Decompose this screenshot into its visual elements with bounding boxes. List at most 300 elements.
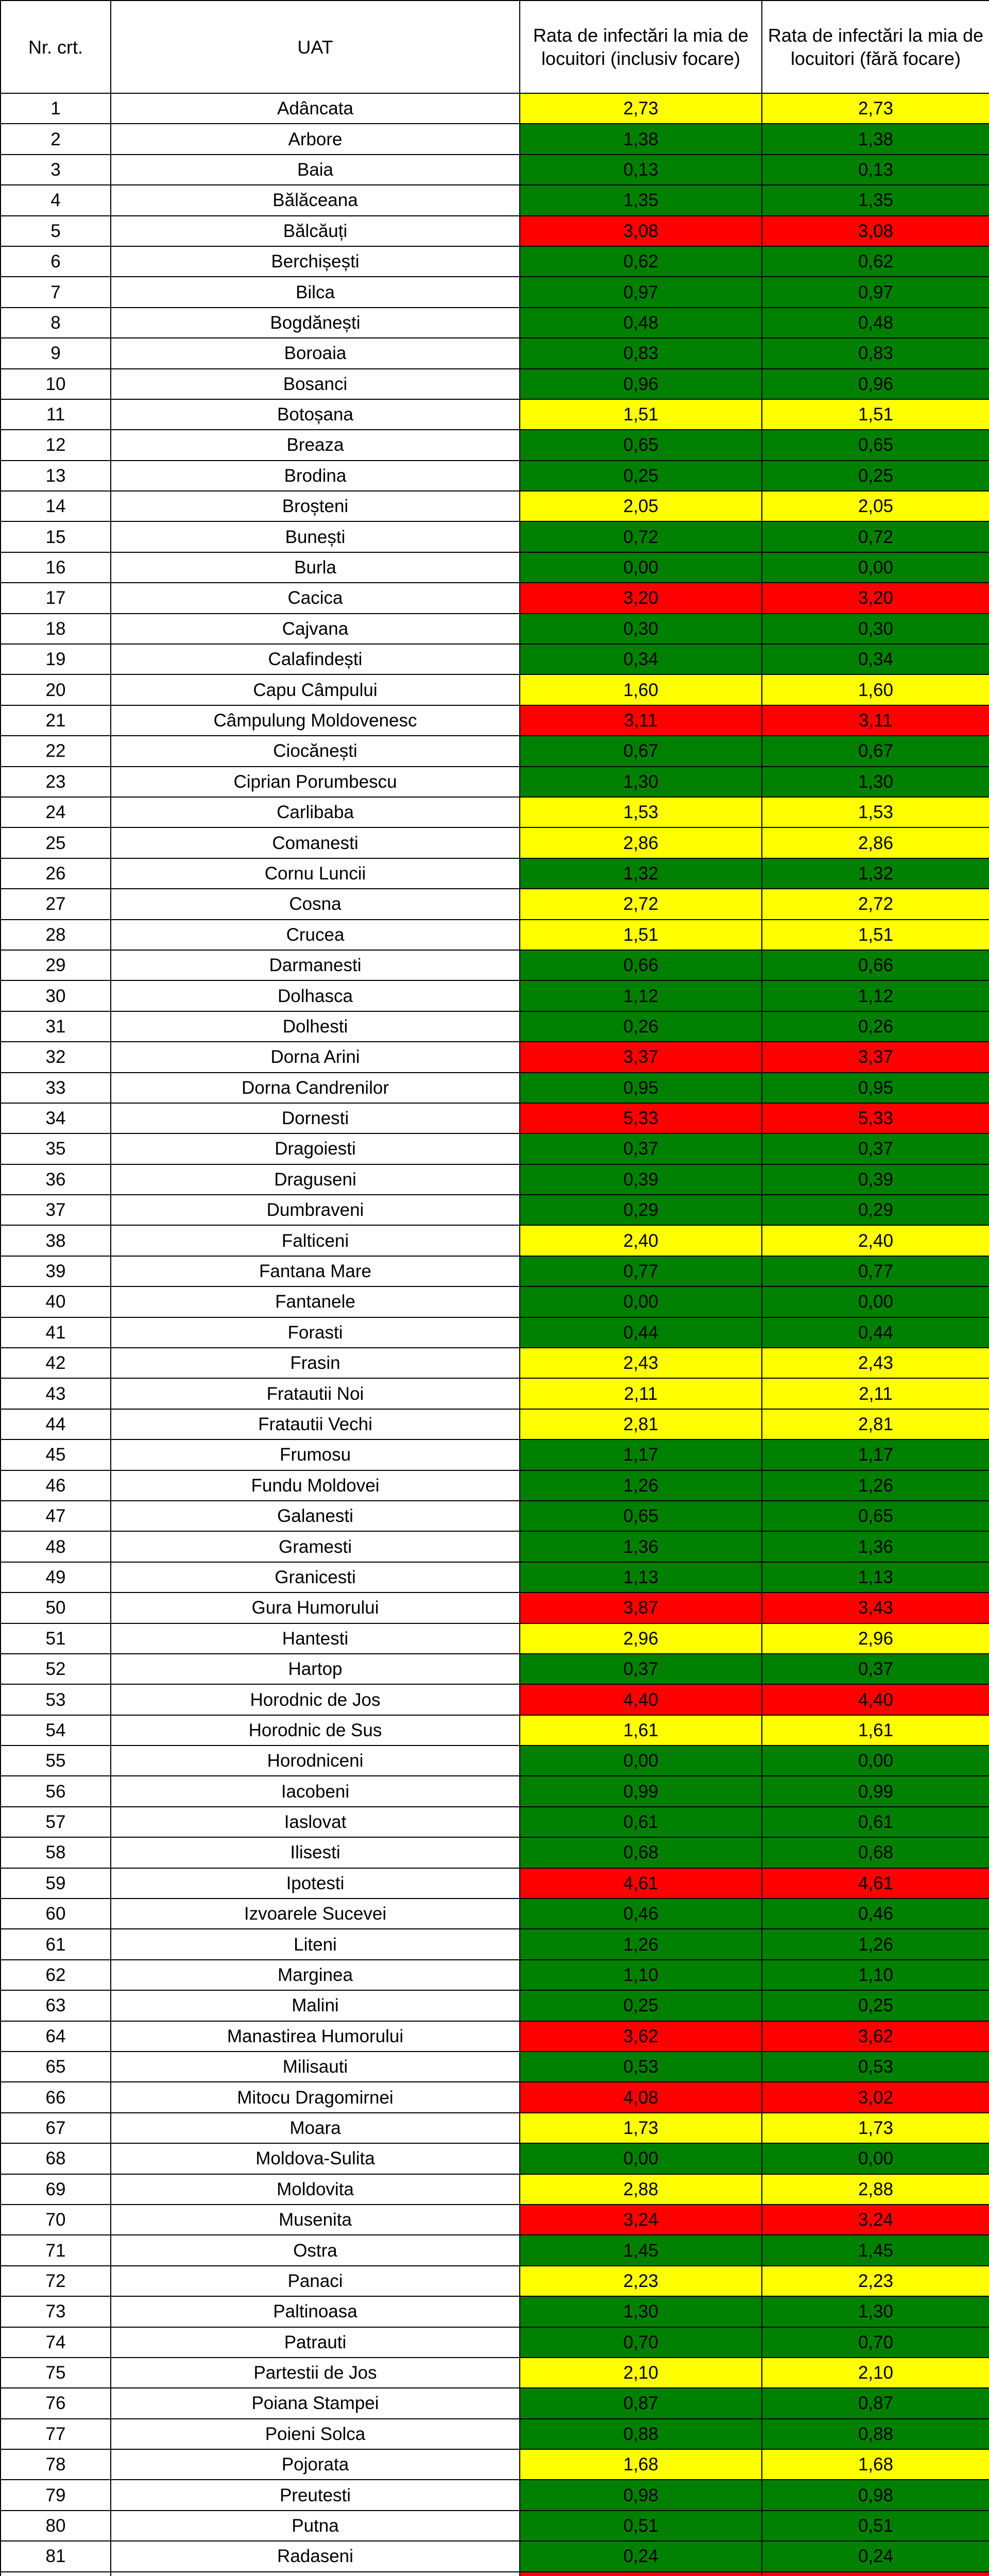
- uat-name: Paltinoasa: [111, 2296, 520, 2327]
- uat-name: Marginea: [111, 1960, 520, 1990]
- rate-including-outbreaks: 2,23: [520, 2266, 762, 2296]
- uat-name: Gramesti: [111, 1531, 520, 1562]
- table-row: [1, 583, 989, 613]
- rate-excluding-outbreaks: 0,00: [762, 2143, 989, 2174]
- table-row: [1, 674, 989, 705]
- row-number: 75: [1, 2358, 111, 2388]
- table-row: [1, 2296, 989, 2327]
- rate-excluding-outbreaks: 2,11: [762, 1378, 989, 1409]
- uat-name: Forasti: [111, 1317, 520, 1348]
- rate-excluding-outbreaks: 2,43: [762, 1348, 989, 1378]
- rate-excluding-outbreaks: 1,61: [762, 1715, 989, 1745]
- rate-including-outbreaks: 1,51: [520, 399, 762, 430]
- uat-name: Falticeni: [111, 1225, 520, 1256]
- rate-excluding-outbreaks: 3,20: [762, 583, 989, 613]
- row-number: 57: [1, 1807, 111, 1837]
- rate-excluding-outbreaks: 0,44: [762, 1317, 989, 1348]
- rate-including-outbreaks: 0,00: [520, 552, 762, 583]
- rate-excluding-outbreaks: 1,26: [762, 1470, 989, 1501]
- rate-including-outbreaks: 2,05: [520, 491, 762, 521]
- row-number: 67: [1, 2113, 111, 2143]
- row-number: 51: [1, 1623, 111, 1654]
- rate-including-outbreaks: 3,62: [520, 2021, 762, 2052]
- table-row: [1, 2235, 989, 2265]
- uat-name: Radaseni: [111, 2541, 520, 2571]
- table-row: [1, 1868, 989, 1899]
- row-number: 26: [1, 858, 111, 889]
- rate-including-outbreaks: 0,87: [520, 2388, 762, 2418]
- row-number: 68: [1, 2143, 111, 2174]
- row-number: 9: [1, 338, 111, 368]
- header-uat: UAT: [111, 1, 520, 93]
- rate-excluding-outbreaks: 0,83: [762, 338, 989, 368]
- row-number: 21: [1, 705, 111, 736]
- rate-excluding-outbreaks: 0,68: [762, 1837, 989, 1868]
- uat-name: Horodniceni: [111, 1745, 520, 1776]
- table-row: [1, 767, 989, 797]
- rate-excluding-outbreaks: 0,00: [762, 1745, 989, 1776]
- rate-including-outbreaks: 3,08: [520, 216, 762, 246]
- rate-excluding-outbreaks: 5,33: [762, 1103, 989, 1133]
- rate-including-outbreaks: 0,25: [520, 461, 762, 491]
- row-number: 22: [1, 736, 111, 766]
- table-row: [1, 521, 989, 552]
- row-number: 31: [1, 1011, 111, 1042]
- rate-excluding-outbreaks: 1,73: [762, 2113, 989, 2143]
- row-number: 40: [1, 1286, 111, 1317]
- rate-excluding-outbreaks: 1,38: [762, 124, 989, 154]
- uat-name: Putna: [111, 2511, 520, 2541]
- table-row: [1, 1715, 989, 1745]
- row-number: 37: [1, 1195, 111, 1225]
- row-number: 32: [1, 1042, 111, 1072]
- row-number: 23: [1, 767, 111, 797]
- rate-excluding-outbreaks: 0,24: [762, 2541, 989, 2571]
- table-row: [1, 1960, 989, 1990]
- table-row: [1, 2419, 989, 2449]
- row-number: 35: [1, 1133, 111, 1164]
- uat-name: Dumbraveni: [111, 1195, 520, 1225]
- uat-name: Ciocănești: [111, 736, 520, 766]
- rate-excluding-outbreaks: 0,77: [762, 1256, 989, 1286]
- table-row: [1, 614, 989, 644]
- row-number: 65: [1, 2052, 111, 2082]
- rate-excluding-outbreaks: 0,37: [762, 1133, 989, 1164]
- rate-excluding-outbreaks: 2,23: [762, 2266, 989, 2296]
- rate-excluding-outbreaks: 3,37: [762, 1042, 989, 1072]
- table-row: [1, 858, 989, 889]
- rate-excluding-outbreaks: 0,13: [762, 155, 989, 185]
- row-number: 28: [1, 920, 111, 950]
- rate-excluding-outbreaks: 0,26: [762, 1011, 989, 1042]
- row-number: 76: [1, 2388, 111, 2418]
- uat-name: Dorna Arini: [111, 1042, 520, 1072]
- rate-including-outbreaks: 0,97: [520, 277, 762, 307]
- table-row: [1, 2082, 989, 2112]
- uat-name: Bunești: [111, 521, 520, 552]
- row-number: 25: [1, 827, 111, 858]
- rate-excluding-outbreaks: 1,17: [762, 1439, 989, 1470]
- rate-excluding-outbreaks: 0,29: [762, 1195, 989, 1225]
- rate-including-outbreaks: 0,39: [520, 1164, 762, 1195]
- rate-including-outbreaks: 0,30: [520, 614, 762, 644]
- table-row: [1, 1654, 989, 1684]
- uat-name: Frasin: [111, 1348, 520, 1378]
- rate-excluding-outbreaks: 1,13: [762, 1562, 989, 1592]
- rate-including-outbreaks: 0,24: [520, 2541, 762, 2571]
- rate-excluding-outbreaks: 2,05: [762, 491, 989, 521]
- table-row: [1, 1501, 989, 1531]
- row-number: 42: [1, 1348, 111, 1378]
- rate-including-outbreaks: 3,11: [520, 705, 762, 736]
- uat-name: Fantana Mare: [111, 1256, 520, 1286]
- rate-including-outbreaks: 0,00: [520, 1745, 762, 1776]
- uat-name: Mitocu Dragomirnei: [111, 2082, 520, 2112]
- row-number: 77: [1, 2419, 111, 2449]
- rate-including-outbreaks: 1,73: [520, 2113, 762, 2143]
- rate-including-outbreaks: [520, 2572, 762, 2576]
- uat-name: Adâncata: [111, 93, 520, 124]
- rate-excluding-outbreaks: 1,53: [762, 797, 989, 827]
- rate-excluding-outbreaks: 4,61: [762, 1868, 989, 1899]
- uat-name: Draguseni: [111, 1164, 520, 1195]
- uat-name: Iaslovat: [111, 1807, 520, 1837]
- row-number: 27: [1, 889, 111, 919]
- uat-name: Fantanele: [111, 1286, 520, 1317]
- rate-excluding-outbreaks: 0,34: [762, 644, 989, 674]
- row-number: 81: [1, 2541, 111, 2571]
- uat-name: Botoșana: [111, 399, 520, 430]
- rate-including-outbreaks: 0,34: [520, 644, 762, 674]
- row-number: 5: [1, 216, 111, 246]
- rate-including-outbreaks: 3,87: [520, 1592, 762, 1623]
- row-number: [1, 2572, 111, 2576]
- rate-excluding-outbreaks: 1,10: [762, 1960, 989, 1990]
- table-row: [1, 2449, 989, 2480]
- table-row: [1, 2480, 989, 2510]
- row-number: 69: [1, 2174, 111, 2205]
- table-row: [1, 216, 989, 246]
- rate-including-outbreaks: 0,72: [520, 521, 762, 552]
- rate-including-outbreaks: 0,95: [520, 1073, 762, 1103]
- uat-name: Pojorata: [111, 2449, 520, 2480]
- uat-name: Preutesti: [111, 2480, 520, 2510]
- rate-including-outbreaks: 2,40: [520, 1225, 762, 1256]
- table-row: [1, 185, 989, 215]
- row-number: 14: [1, 491, 111, 521]
- uat-name: Bosanci: [111, 369, 520, 399]
- rate-including-outbreaks: 3,20: [520, 583, 762, 613]
- row-number: 59: [1, 1868, 111, 1899]
- table-row: [1, 1776, 989, 1806]
- uat-name: Gura Humorului: [111, 1592, 520, 1623]
- rate-including-outbreaks: 1,32: [520, 858, 762, 889]
- uat-name: Dolhesti: [111, 1011, 520, 1042]
- rate-excluding-outbreaks: 1,36: [762, 1531, 989, 1562]
- rate-excluding-outbreaks: 1,26: [762, 1929, 989, 1959]
- table-row: [1, 308, 989, 338]
- row-number: 12: [1, 430, 111, 460]
- rate-including-outbreaks: 0,48: [520, 308, 762, 338]
- table-row: [1, 2541, 989, 2571]
- rate-including-outbreaks: 0,37: [520, 1654, 762, 1684]
- rate-excluding-outbreaks: 1,32: [762, 858, 989, 889]
- table-row: [1, 1592, 989, 1623]
- table-row: [1, 2327, 989, 2358]
- uat-name: Liteni: [111, 1929, 520, 1959]
- table-row: [1, 797, 989, 827]
- uat-name: Breaza: [111, 430, 520, 460]
- rate-including-outbreaks: 4,08: [520, 2082, 762, 2112]
- rate-including-outbreaks: 0,46: [520, 1899, 762, 1929]
- uat-name: Crucea: [111, 920, 520, 950]
- uat-name: Granicesti: [111, 1562, 520, 1592]
- table-row: [1, 950, 989, 980]
- rate-excluding-outbreaks: 2,81: [762, 1409, 989, 1439]
- row-number: 17: [1, 583, 111, 613]
- rate-excluding-outbreaks: 1,68: [762, 2449, 989, 2480]
- rate-including-outbreaks: 0,00: [520, 1286, 762, 1317]
- row-number: 4: [1, 185, 111, 215]
- uat-name: Bălăceana: [111, 185, 520, 215]
- table-row: [1, 2572, 989, 2576]
- table-row: [1, 246, 989, 277]
- table-row: [1, 1531, 989, 1562]
- uat-name: Comanesti: [111, 827, 520, 858]
- row-number: 41: [1, 1317, 111, 1348]
- rate-including-outbreaks: 0,66: [520, 950, 762, 980]
- row-number: 80: [1, 2511, 111, 2541]
- rate-including-outbreaks: 1,35: [520, 185, 762, 215]
- rate-excluding-outbreaks: 0,25: [762, 461, 989, 491]
- uat-name: Ostra: [111, 2235, 520, 2265]
- table-row: [1, 1195, 989, 1225]
- uat-name: Carlibaba: [111, 797, 520, 827]
- header-row: [1, 1, 989, 93]
- rate-including-outbreaks: 0,29: [520, 1195, 762, 1225]
- rate-excluding-outbreaks: 1,12: [762, 980, 989, 1011]
- table-row: [1, 2174, 989, 2205]
- uat-name: Milisauti: [111, 2052, 520, 2082]
- uat-name: Moara: [111, 2113, 520, 2143]
- uat-name: Ciprian Porumbescu: [111, 767, 520, 797]
- table-row: [1, 1042, 989, 1072]
- rate-including-outbreaks: 0,53: [520, 2052, 762, 2082]
- row-number: 74: [1, 2327, 111, 2358]
- uat-name: [111, 2572, 520, 2576]
- rate-including-outbreaks: 4,61: [520, 1868, 762, 1899]
- rate-including-outbreaks: 1,60: [520, 674, 762, 705]
- row-number: 16: [1, 552, 111, 583]
- rate-including-outbreaks: 1,26: [520, 1470, 762, 1501]
- rate-including-outbreaks: 1,30: [520, 767, 762, 797]
- rate-excluding-outbreaks: 0,51: [762, 2511, 989, 2541]
- table-row: [1, 155, 989, 185]
- uat-name: Patrauti: [111, 2327, 520, 2358]
- rate-excluding-outbreaks: 1,45: [762, 2235, 989, 2265]
- rate-including-outbreaks: 0,00: [520, 2143, 762, 2174]
- rate-including-outbreaks: 2,96: [520, 1623, 762, 1654]
- row-number: 71: [1, 2235, 111, 2265]
- rate-excluding-outbreaks: 2,72: [762, 889, 989, 919]
- rate-including-outbreaks: 0,13: [520, 155, 762, 185]
- uat-name: Broșteni: [111, 491, 520, 521]
- uat-name: Capu Câmpului: [111, 674, 520, 705]
- rate-including-outbreaks: 2,81: [520, 1409, 762, 1439]
- uat-name: Horodnic de Jos: [111, 1684, 520, 1715]
- uat-name: Manastirea Humorului: [111, 2021, 520, 2052]
- row-number: 73: [1, 2296, 111, 2327]
- uat-name: Dolhasca: [111, 980, 520, 1011]
- uat-name: Iacobeni: [111, 1776, 520, 1806]
- rate-excluding-outbreaks: 0,00: [762, 552, 989, 583]
- rate-excluding-outbreaks: 0,99: [762, 1776, 989, 1806]
- rate-including-outbreaks: 4,40: [520, 1684, 762, 1715]
- rate-including-outbreaks: 0,51: [520, 2511, 762, 2541]
- row-number: 62: [1, 1960, 111, 1990]
- rate-including-outbreaks: 2,72: [520, 889, 762, 919]
- rate-including-outbreaks: 2,10: [520, 2358, 762, 2388]
- rate-including-outbreaks: 0,44: [520, 1317, 762, 1348]
- row-number: 11: [1, 399, 111, 430]
- rate-excluding-outbreaks: 0,62: [762, 246, 989, 277]
- row-number: 18: [1, 614, 111, 644]
- table-row: [1, 491, 989, 521]
- uat-name: Hantesti: [111, 1623, 520, 1654]
- rate-including-outbreaks: 0,61: [520, 1807, 762, 1837]
- rate-including-outbreaks: 0,65: [520, 430, 762, 460]
- rate-including-outbreaks: 0,26: [520, 1011, 762, 1042]
- table-row: [1, 1562, 989, 1592]
- table-row: [1, 93, 989, 124]
- rate-including-outbreaks: 0,25: [520, 1990, 762, 2021]
- row-number: 72: [1, 2266, 111, 2296]
- table-row: [1, 2052, 989, 2082]
- table-row: [1, 2358, 989, 2388]
- row-number: 79: [1, 2480, 111, 2510]
- table-row: [1, 1133, 989, 1164]
- rate-including-outbreaks: 1,17: [520, 1439, 762, 1470]
- table-row: [1, 1011, 989, 1042]
- rate-excluding-outbreaks: 0,65: [762, 430, 989, 460]
- rate-including-outbreaks: 0,96: [520, 369, 762, 399]
- row-number: 20: [1, 674, 111, 705]
- rate-excluding-outbreaks: 0,39: [762, 1164, 989, 1195]
- row-number: 44: [1, 1409, 111, 1439]
- rate-excluding-outbreaks: 2,86: [762, 827, 989, 858]
- rate-excluding-outbreaks: 0,98: [762, 2480, 989, 2510]
- table-row: [1, 277, 989, 307]
- rate-including-outbreaks: 1,36: [520, 1531, 762, 1562]
- row-number: 58: [1, 1837, 111, 1868]
- rate-excluding-outbreaks: 3,08: [762, 216, 989, 246]
- rate-including-outbreaks: 0,88: [520, 2419, 762, 2449]
- row-number: 70: [1, 2205, 111, 2235]
- rate-including-outbreaks: 3,24: [520, 2205, 762, 2235]
- rate-including-outbreaks: 0,99: [520, 1776, 762, 1806]
- table-row: [1, 2205, 989, 2235]
- row-number: 45: [1, 1439, 111, 1470]
- table-row: [1, 1317, 989, 1348]
- table-row: [1, 1378, 989, 1409]
- row-number: 50: [1, 1592, 111, 1623]
- uat-name: Fundu Moldovei: [111, 1470, 520, 1501]
- rate-excluding-outbreaks: 3,62: [762, 2021, 989, 2052]
- table-row: [1, 1164, 989, 1195]
- uat-name: Moldovita: [111, 2174, 520, 2205]
- table-body: [1, 93, 989, 2576]
- table-row: [1, 369, 989, 399]
- uat-name: Izvoarele Sucevei: [111, 1899, 520, 1929]
- rate-including-outbreaks: 0,98: [520, 2480, 762, 2510]
- rate-excluding-outbreaks: 2,10: [762, 2358, 989, 2388]
- rate-including-outbreaks: 1,26: [520, 1929, 762, 1959]
- row-number: 29: [1, 950, 111, 980]
- uat-name: Câmpulung Moldovenesc: [111, 705, 520, 736]
- rate-excluding-outbreaks: 0,25: [762, 1990, 989, 2021]
- table-row: [1, 920, 989, 950]
- row-number: 19: [1, 644, 111, 674]
- table-row: [1, 1990, 989, 2021]
- rate-including-outbreaks: 2,86: [520, 827, 762, 858]
- row-number: 48: [1, 1531, 111, 1562]
- rate-including-outbreaks: 1,10: [520, 1960, 762, 1990]
- uat-name: Cacica: [111, 583, 520, 613]
- rate-including-outbreaks: 3,37: [520, 1042, 762, 1072]
- table-row: [1, 1623, 989, 1654]
- rate-excluding-outbreaks: 3,11: [762, 705, 989, 736]
- rate-excluding-outbreaks: 0,67: [762, 736, 989, 766]
- rate-including-outbreaks: 1,61: [520, 1715, 762, 1745]
- uat-name: Cornu Luncii: [111, 858, 520, 889]
- table-row: [1, 1807, 989, 1837]
- uat-name: Ipotesti: [111, 1868, 520, 1899]
- row-number: 47: [1, 1501, 111, 1531]
- uat-name: Poiana Stampei: [111, 2388, 520, 2418]
- row-number: 66: [1, 2082, 111, 2112]
- row-number: 3: [1, 155, 111, 185]
- uat-name: Burla: [111, 552, 520, 583]
- uat-name: Fratautii Vechi: [111, 1409, 520, 1439]
- uat-name: Brodina: [111, 461, 520, 491]
- table-row: [1, 2143, 989, 2174]
- rate-including-outbreaks: 0,83: [520, 338, 762, 368]
- row-number: 61: [1, 1929, 111, 1959]
- table-row: [1, 2266, 989, 2296]
- rate-including-outbreaks: 0,67: [520, 736, 762, 766]
- table-row: [1, 1348, 989, 1378]
- table-row: [1, 827, 989, 858]
- table-row: [1, 1745, 989, 1776]
- row-number: 2: [1, 124, 111, 154]
- rate-including-outbreaks: 1,45: [520, 2235, 762, 2265]
- row-number: 43: [1, 1378, 111, 1409]
- uat-name: Arbore: [111, 124, 520, 154]
- uat-name: Galanesti: [111, 1501, 520, 1531]
- uat-name: Dornesti: [111, 1103, 520, 1133]
- uat-name: Partestii de Jos: [111, 2358, 520, 2388]
- uat-name: Ilisesti: [111, 1837, 520, 1868]
- rate-excluding-outbreaks: 0,95: [762, 1073, 989, 1103]
- table-row: [1, 1073, 989, 1103]
- row-number: 6: [1, 246, 111, 277]
- table-row: [1, 980, 989, 1011]
- rate-excluding-outbreaks: [762, 2572, 989, 2576]
- row-number: 60: [1, 1899, 111, 1929]
- table-row: [1, 124, 989, 154]
- table-row: [1, 1684, 989, 1715]
- uat-name: Horodnic de Sus: [111, 1715, 520, 1745]
